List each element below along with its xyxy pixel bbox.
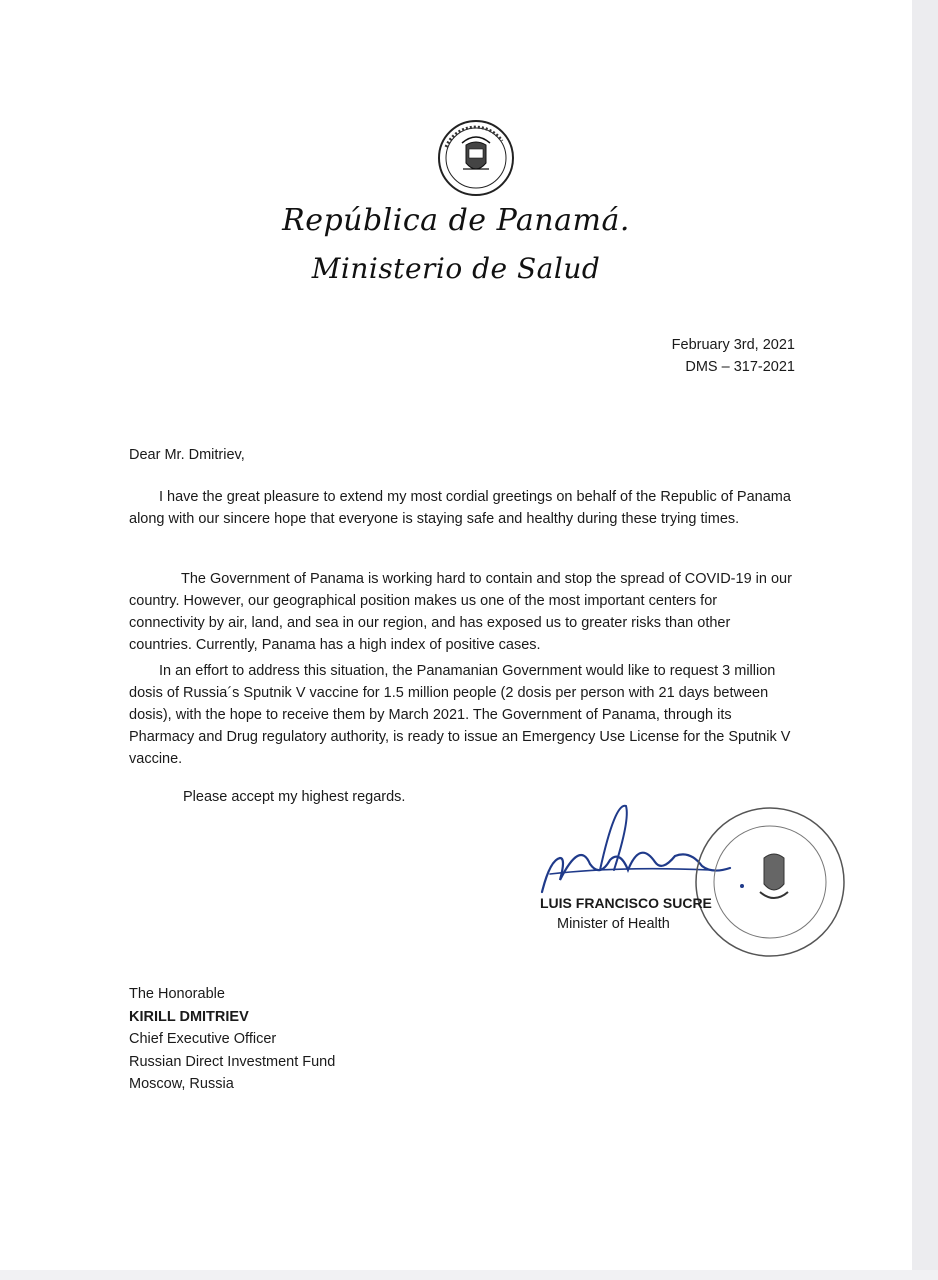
letter-date: February 3rd, 2021 (671, 337, 795, 353)
letterhead-republic: República de Panamá. (282, 203, 630, 238)
paragraph-greeting: I have the great pleasure to extend my most cordial greetings on behalf of the Republic of Panama along with our sincere hope that everyone is staying safe and healthy during these trying times. (129, 489, 791, 527)
page-bottom-shadow (0, 1270, 938, 1280)
recipient-name: KIRILL DMITRIEV (129, 1008, 249, 1025)
recipient-honorific: The Honorable (129, 986, 225, 1002)
salutation: Dear Mr. Dmitriev, (129, 447, 245, 463)
recipient-title: Chief Executive Officer (129, 1031, 277, 1047)
closing-line: Please accept my highest regards. (183, 789, 406, 805)
recipient-organization: Russian Direct Investment Fund (129, 1053, 336, 1070)
recipient-block (129, 983, 335, 1096)
paragraph-request: In an effort to address this situation, the Panamanian Government would like to request 3 million dosis of Russia´s Sputnik V vaccine for 1.5 million people (2 dosis per person with 21 days between dosis), with the hope to receive them by March 2021. The Government of Panama, through its Pharmacy and Drug regulatory authority, is ready to issue an Emergency Use License for the Sputnik V vaccine. (129, 663, 791, 767)
signer-name: LUIS FRANCISCO SUCRE (540, 895, 712, 911)
letterhead-ministry: Ministerio de Salud (311, 252, 601, 285)
page-edge-shadow (912, 0, 938, 1280)
official-stamp (690, 792, 850, 972)
signer-title: Minister of Health (557, 916, 670, 932)
paragraph-situation: The Government of Panama is working hard to contain and stop the spread of COVID-19 in our country. However, our geographical position makes us one of the most important centers for connectivity by air, land, and sea in our region, and has exposed us to greater risks than other countries. Currently, Panama has a high index of positive cases. (129, 571, 792, 653)
recipient-city: Moscow, Russia (129, 1076, 234, 1092)
coat-of-arms-seal (432, 117, 524, 199)
document-code: DMS – 317-2021 (685, 359, 795, 375)
reference-block (672, 334, 795, 378)
